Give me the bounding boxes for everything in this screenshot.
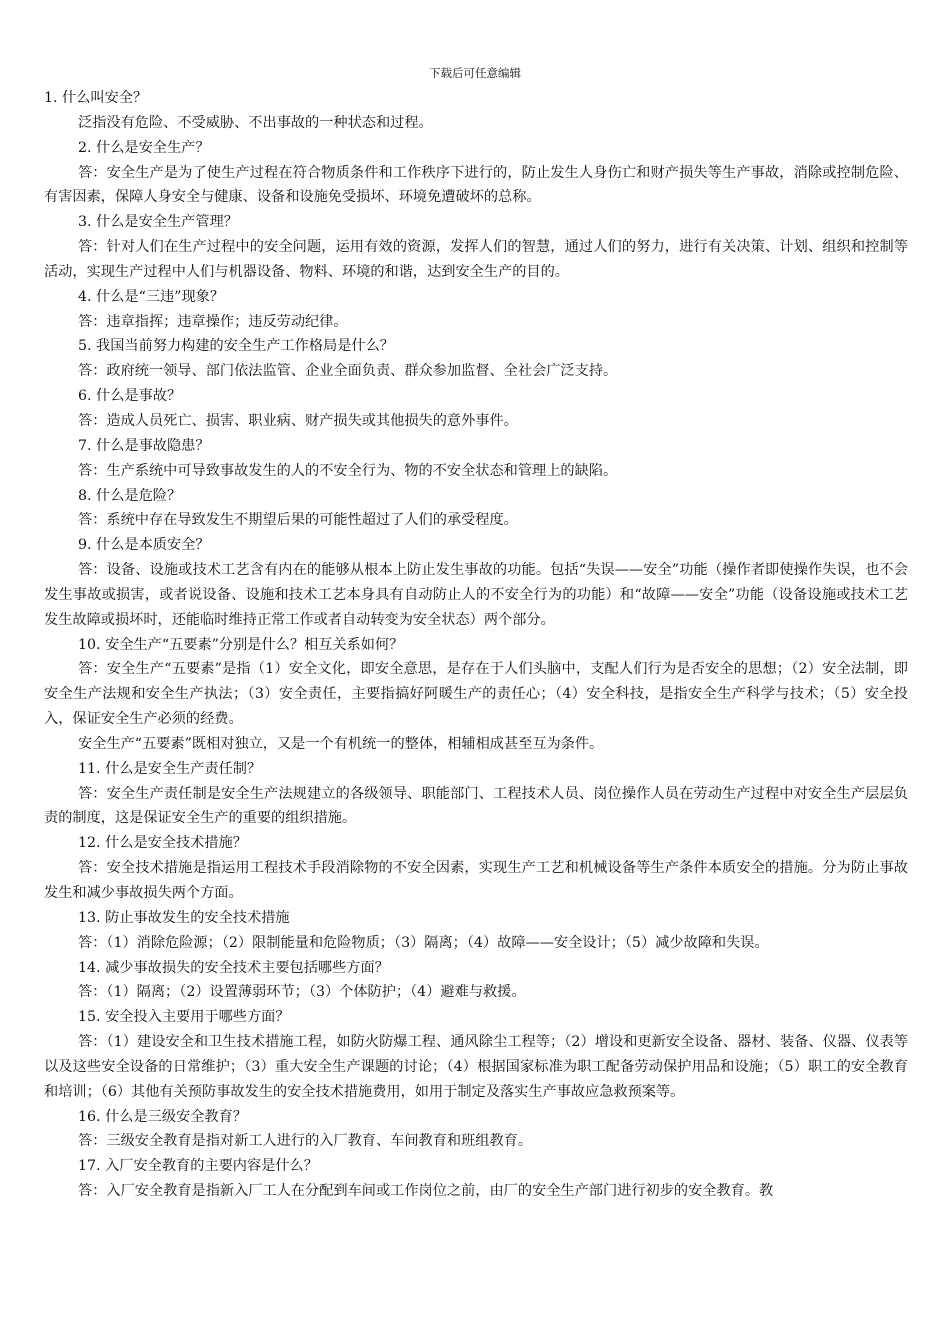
answer-13: 答：（1）消除危险源；（2）限制能量和危险物质；（3）隔离；（4）故障——安全设计；（5）减少故障和失误。 — [78, 934, 769, 951]
question-13: 13. 防止事故发生的安全技术措施 — [78, 909, 290, 926]
question-6: 6. 什么是事故？ — [78, 388, 182, 405]
question-16: 16. 什么是三级安全教育？ — [78, 1108, 247, 1125]
question-1: 1. 什么叫安全？ — [44, 90, 148, 106]
answer-16: 答：三级安全教育是指对新工人进行的入厂教育、车间教育和班组教育。 — [78, 1133, 533, 1150]
answer-17: 答：入厂安全教育是指新入厂工人在分配到车间或工作岗位之前，由厂的安全生产部门进行初步的安全教育。教 — [78, 1183, 774, 1200]
question-14: 14. 减少事故损失的安全技术主要包括哪些方面？ — [78, 959, 389, 976]
answer-10-continued: 安全生产“五要素”既相对独立，又是一个有机统一的整体，相辅相成甚至互为条件。 — [78, 735, 604, 752]
answer-8: 答：系统中存在导致发生不期望后果的可能性超过了人们的承受程度。 — [78, 512, 518, 529]
question-5: 5. 我国当前努力构建的安全生产工作格局是什么？ — [78, 338, 394, 355]
answer-14: 答：（1）隔离；（2）设置薄弱环节；（3）个体防护；（4）避难与救援。 — [78, 984, 526, 1001]
question-8: 8. 什么是危险？ — [78, 487, 182, 504]
question-2: 2. 什么是安全生产？ — [78, 139, 210, 156]
question-15: 15. 安全投入主要用于哪些方面？ — [78, 1009, 290, 1026]
answer-2: 答：安全生产是为了使生产过程在符合物质条件和工作秩序下进行的，防止发生人身伤亡和财产损失等生产事故，消除或控制危险、有害因素，保障人身安全与健康、设备和设施免受损坏、环境免遭破坏的总称。 — [44, 164, 908, 206]
answer-9: 答：设备、设施或技术工艺含有内在的能够从根本上防止发生事故的功能。包括“失误——安全”功能（操作者即使操作失误，也不会发生事故或损害，或者说设备、设施和技术工艺本身具有自动防止人的不安全行为的功能）和“故障——安全”功能（设备设施或技术工艺发生故障或损坏时，还能临时维持正常工作或者自动转变为安全状态）两个部分。 — [44, 562, 908, 628]
question-17: 17. 入厂安全教育的主要内容是什么？ — [78, 1158, 318, 1175]
answer-4: 答：违章指挥；违章操作；违反劳动纪律。 — [78, 313, 348, 330]
answer-5: 答：政府统一领导、部门依法监管、企业全面负责、群众参加监督、全社会广泛支持。 — [78, 363, 618, 380]
page-header-note: 下载后可任意编辑 — [429, 66, 521, 80]
document-body — [44, 86, 908, 1204]
question-9: 9. 什么是本质安全？ — [78, 537, 210, 554]
answer-7: 答：生产系统中可导致事故发生的人的不安全行为、物的不安全状态和管理上的缺陷。 — [78, 462, 618, 479]
question-4: 4. 什么是“三违”现象？ — [78, 288, 225, 305]
answer-6: 答：造成人员死亡、损害、职业病、财产损失或其他损失的意外事件。 — [78, 412, 518, 429]
question-7: 7. 什么是事故隐患？ — [78, 437, 210, 454]
question-11: 11. 什么是安全生产责任制？ — [78, 760, 262, 777]
answer-11: 答：安全生产责任制是安全生产法规建立的各级领导、职能部门、工程技术人员、岗位操作人员在劳动生产过程中对安全生产层层负责的制度，这是保证安全生产的重要的组织措施。 — [44, 785, 908, 827]
answer-10: 答：安全生产“五要素”是指（1）安全文化，即安全意思，是存在于人们头脑中，支配人们行为是否安全的思想；（2）安全法制，即安全生产法规和安全生产执法；（3）安全责任，主要指搞好阿暖生产的责任心；（4）安全科技，是指安全生产科学与技术；（5）安全投入，保证安全生产必须的经费。 — [44, 661, 908, 728]
answer-1: 泛指没有危险、不受威胁、不出事故的一种状态和过程。 — [78, 114, 433, 131]
answer-3: 答：针对人们在生产过程中的安全问题，运用有效的资源，发挥人们的智慧，通过人们的努力，进行有关决策、计划、组织和控制等活动，实现生产过程中人们与机器设备、物料、环境的和谐，达到安全生产的目的。 — [44, 239, 908, 280]
answer-15: 答：（1）建设安全和卫生技术措施工程，如防火防爆工程、通风除尘工程等；（2）增设和更新安全设备、器材、装备、仪器、仪表等以及这些安全设备的日常维护；（3）重大安全生产课题的讨论；（4）根据国家标准为职工配备劳动保护用品和设施；（5）职工的安全教育和培训；（6）其他有关预防事故发生的安全技术措施费用，如用于制定及落实生产事故应急救预案等。 — [44, 1034, 908, 1100]
question-3: 3. 什么是安全生产管理？ — [78, 214, 238, 231]
question-10: 10. 安全生产“五要素”分别是什么？相互关系如何？ — [78, 636, 404, 653]
answer-12: 答：安全技术措施是指运用工程技术手段消除物的不安全因素，实现生产工艺和机械设备等生产条件本质安全的措施。分为防止事故发生和减少事故损失两个方面。 — [44, 860, 908, 901]
question-12: 12. 什么是安全技术措施？ — [78, 835, 247, 852]
